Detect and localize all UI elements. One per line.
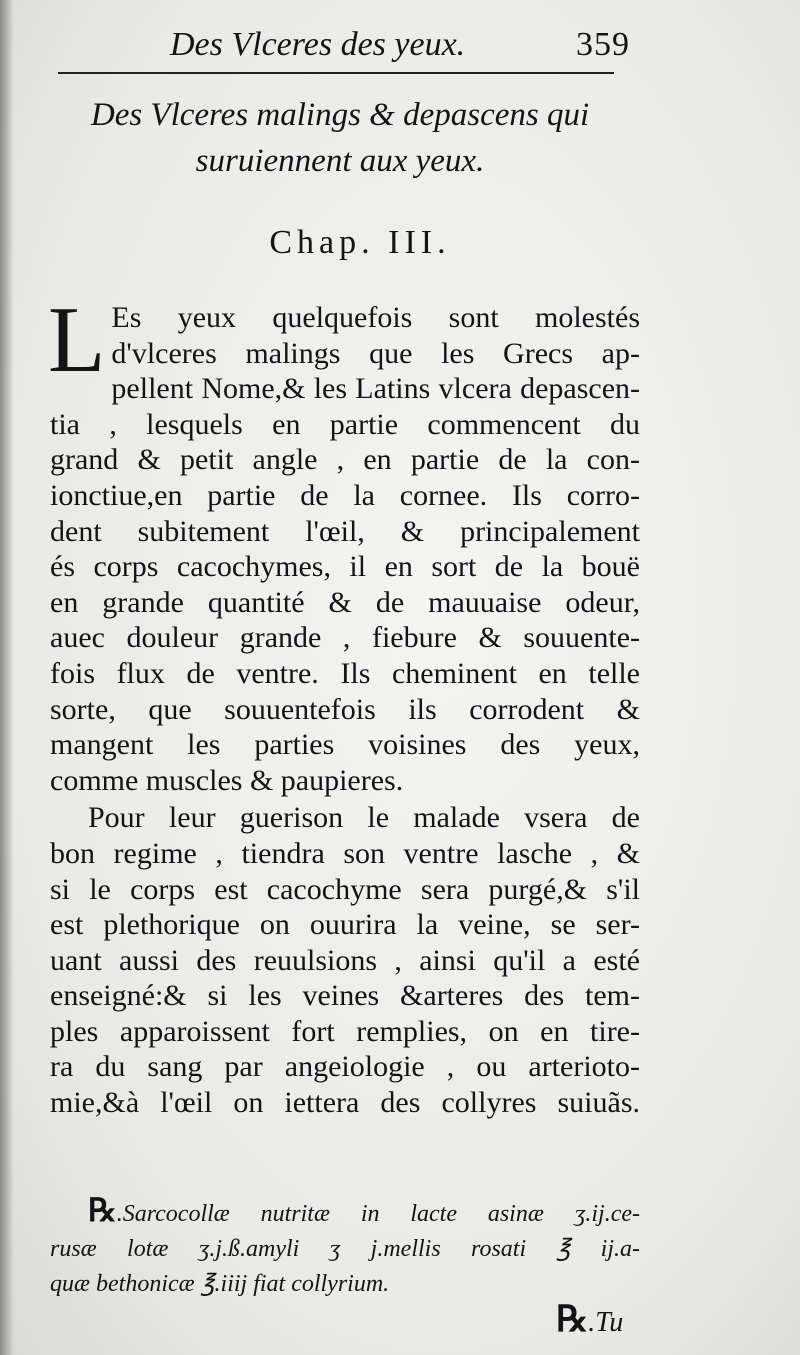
recipe-line xyxy=(50,1193,640,1232)
text-line: en grande quantité & de mauuaise odeur, xyxy=(50,585,640,619)
recipe-line: rusæ lotæ ʒ.j.ß.amyli ʒ j.mellis rosati ℥ ij.a- xyxy=(50,1236,640,1262)
text-line: fois flux de ventre. Ils cheminent en telle xyxy=(50,656,640,690)
text-line: est plethorique on ouurira la veine, se ser- xyxy=(50,908,640,942)
heading-line-2: suruiennent aux yeux. xyxy=(195,143,485,179)
paragraph-1 xyxy=(48,288,640,798)
text-line: és corps cacochymes, il en sort de la bouë xyxy=(50,550,640,584)
chapter-number: Chap. III. xyxy=(269,224,451,261)
heading-line-1: Des Vlceres malings & depascens qui xyxy=(90,97,590,133)
recipe-text: .Sarcocollæ nutritæ in lacte asinæ ʒ.ij.ce- xyxy=(116,1201,640,1227)
text-line: bon regime , tiendra son ventre lasche , & xyxy=(50,836,640,870)
section-heading xyxy=(40,92,640,184)
body-text xyxy=(48,288,640,1121)
paragraph-2 xyxy=(50,800,640,1120)
catchword xyxy=(556,1298,646,1340)
page-number: 359 xyxy=(576,26,630,63)
catchword-symbol: ℞ xyxy=(556,1299,589,1339)
recipe xyxy=(50,1193,640,1302)
catchword-text: .Tu xyxy=(588,1307,624,1338)
drop-cap: L xyxy=(48,288,106,392)
text-line: ra du sang par angeiologie , ou arterioto- xyxy=(50,1050,640,1084)
text-line: pellent Nome,& les Latins vlcera depascen- xyxy=(111,372,640,406)
text-line: comme muscles & paupieres. xyxy=(50,763,404,797)
text-line: tia , lesquels en partie commencent du xyxy=(50,407,640,441)
recipe-line: quæ bethonicæ ℥.iiij fiat collyrium. xyxy=(50,1271,390,1297)
text-line: Es yeux quelquefois sont molestés xyxy=(111,301,640,334)
text-line: enseigné:& si les veines &arteres des tem- xyxy=(50,979,640,1013)
running-title: Des Vlceres des yeux. xyxy=(170,26,466,63)
header-rule xyxy=(58,72,614,74)
text-line: mie,&à l'œil on iettera des collyres suiuãs. xyxy=(50,1086,640,1120)
text-line: ples apparoissent fort remplies, on en tire- xyxy=(50,1014,640,1048)
text-line: d'vlceres malings que les Grecs ap- xyxy=(111,336,640,370)
text-line: ionctiue,en partie de la cornee. Ils corro- xyxy=(50,478,640,512)
text-line: auec douleur grande , fiebure & souuente- xyxy=(50,621,640,655)
text-line: dent subitement l'œil, & principalement xyxy=(50,514,640,548)
text-line: si le corps est cacochyme sera purgé,& s'il xyxy=(50,872,640,906)
text-line: grand & petit angle , en partie de la con- xyxy=(50,443,640,477)
text-line: Pour leur guerison le malade vsera de xyxy=(88,801,640,835)
recipe-symbol: ℞ xyxy=(88,1192,117,1228)
text-line: mangent les parties voisines des yeux, xyxy=(50,728,640,762)
text-line: uant aussi des reuulsions , ainsi qu'il a esté xyxy=(50,943,640,977)
text-line: sorte, que souuentefois ils corrodent & xyxy=(50,692,640,726)
running-head xyxy=(150,20,630,70)
